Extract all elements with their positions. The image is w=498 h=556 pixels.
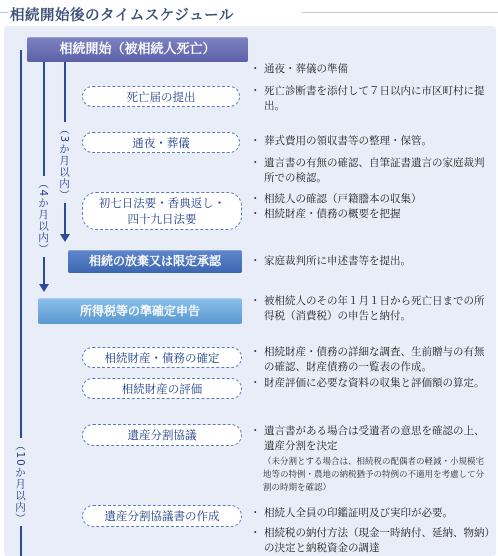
title-rule-right <box>302 12 498 13</box>
note-will-check: ・ 遺言書の有無の確認、自筆証書遺言の家庭裁判所での検認。 <box>250 157 485 184</box>
step-evaluate-assets: 相続財産の評価 <box>82 378 242 399</box>
note-court: ・ 家庭裁判所に申述書等を提出。 <box>250 255 411 267</box>
note-overview: ・ 相続財産・債務の概要を把握 <box>250 208 401 220</box>
step-memorial <box>82 192 242 230</box>
note-receipts: ・ 葬式費用の領収書等の整理・保管。 <box>250 135 432 147</box>
step-death-notice: 死亡届の提出 <box>82 86 240 107</box>
note-heirs: ・ 相続人の確認（戸籍謄本の収集） <box>250 193 422 205</box>
period-label-4-months: （4か月以内） <box>37 178 49 255</box>
step-memorial-line1: 初七日法要・香典返し・ <box>98 196 226 210</box>
note-valuation: ・ 財産評価に必要な資料の収集と評価額の算定。 <box>250 377 485 389</box>
arrow-3-months-icon <box>60 234 70 242</box>
income-tax-bar: 所得税等の準確定申告 <box>38 298 242 324</box>
arrow-4-months-icon <box>39 284 49 292</box>
note-investigation: ・ 相続財産・債務の詳細な調査、生前贈与の有無の確認、財産債務の一覧表の作成。 <box>250 346 485 373</box>
note-death-notice: ・ 死亡診断書を添付して７日以内に市区町村に提出。 <box>250 85 485 112</box>
period-label-10-months: （10か月以内） <box>14 440 26 525</box>
step-division-doc: 遺産分割協議書の作成 <box>82 505 242 527</box>
note-seal: ・ 相続人全員の印鑑証明及び実印が必要。 <box>250 507 453 519</box>
step-division: 遺産分割協議 <box>82 424 242 446</box>
period-label-3-months: （3か月以内） <box>58 124 70 201</box>
note-division: ・ 遺言書がある場合は受遺者の意思を確認の上、遺産分割を決定 <box>250 425 485 452</box>
note-payment: ・ 相続税の納付方法（現金一時納付、延納、物納）の決定と納税資金の調達 <box>250 527 490 554</box>
step-wake-funeral: 通夜・葬儀 <box>82 132 240 153</box>
note-wake-prep: ・ 通夜・葬儀の準備 <box>250 63 348 75</box>
title-rule-left <box>0 12 8 13</box>
note-division-sub: （未分割とする場合は、相続税の配偶者の軽減・小規模宅地等の特例・農地の納税猶予の特例の不適用を考慮して分割の時期を確認） <box>263 457 485 493</box>
start-bar: 相続開始（被相続人死亡） <box>27 37 248 62</box>
note-income-tax: ・ 被相続人のその年１月１日から死亡日までの所得税（消費税）の申告と納付。 <box>250 295 485 322</box>
step-memorial-line2: 四十九日法要 <box>127 212 197 226</box>
step-confirm-assets: 相続財産・債務の確定 <box>82 347 242 368</box>
page-title: 相続開始後のタイムスケジュール <box>10 8 234 24</box>
renounce-bar: 相続の放棄又は限定承認 <box>68 250 242 273</box>
